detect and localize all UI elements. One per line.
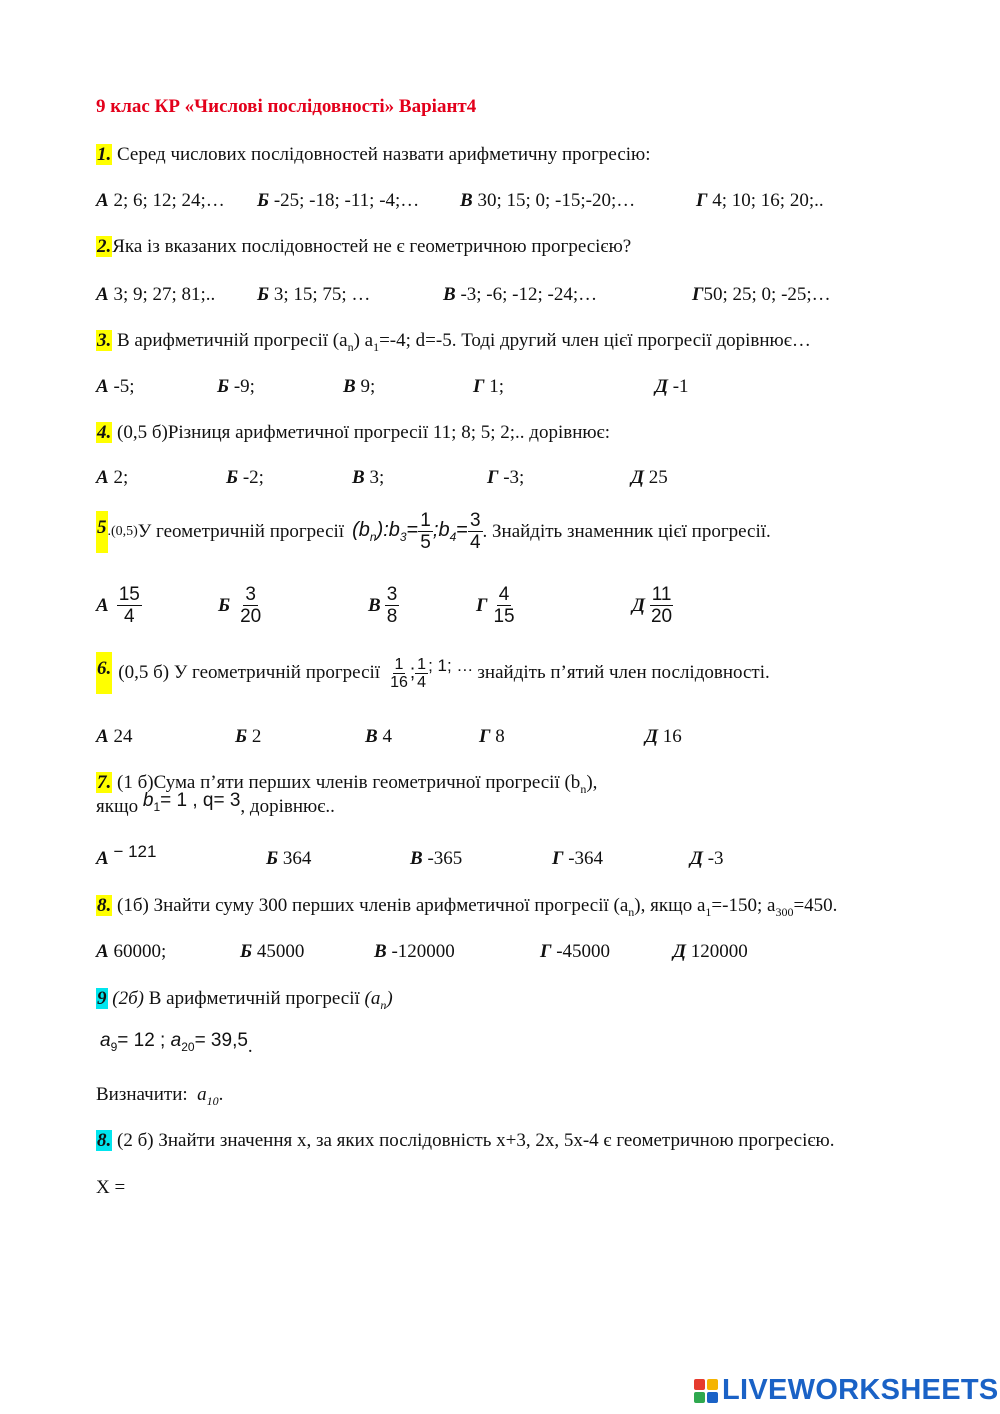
question-text: (2 б) Знайти значення х, за яких послідовність х+3, 2х, 5х-4 є геометричною прогресією. [117,1130,835,1151]
answer-option[interactable]: А 2; [96,467,129,488]
answer-option[interactable]: А 3; 9; 27; 81;.. [96,284,216,305]
answer-option[interactable]: В 30; 15; 0; -15;-20;… [460,190,636,211]
answer-option[interactable]: А 2; 6; 12; 24;… [96,190,225,211]
answer-option[interactable]: Б 3; 15; 75; … [257,284,371,305]
question-number: 8. [97,895,112,916]
answer-option[interactable]: Б 45000 [240,941,305,962]
answer-option[interactable]: Г 4; 10; 16; 20;.. [696,190,824,211]
answer-option[interactable]: Г -364 [552,848,604,869]
question-10 [96,1130,834,1152]
answer-option[interactable]: Б 364 [266,848,312,869]
answer-option[interactable]: Б -25; -18; -11; -4;… [257,190,420,211]
question-2 [96,236,631,258]
question-4 [96,422,610,444]
fraction: $\frac{1}{16}$ [390,655,408,691]
answer-option[interactable]: В -120000 [374,941,455,962]
question-number: 9 [97,988,107,1009]
question-3: 3. В арифметичній прогресії $(a_n)$ $a_1=-4$; d=-5. Тоді другий член цієї прогресії дорівнює… [97,330,811,354]
logo-text: LIVEWORKSHEETS [722,1374,999,1406]
question-number: 4. [97,422,112,443]
page-title: 9 клас КР «Числові послідовності» Варіант4 [96,96,477,117]
answer-option[interactable]: А $\frac{15}{4}$ [96,584,140,627]
answer-option[interactable]: Д 16 [645,726,682,747]
logo-grid-icon [694,1379,718,1403]
answer-option[interactable]: А 24 [96,726,133,747]
answer-option[interactable]: В 3; [352,467,385,488]
fraction: $\frac{1}{4}$ [417,655,427,691]
answer-option[interactable]: В 4 [365,726,392,747]
answer-option[interactable]: Б -2; [226,467,264,488]
logo-square [707,1379,718,1390]
question-5: 5 .(0,5) У геометричній прогресії $(b_n):b_3=$ $\frac{1}{5}$ $;b_4=$ $\frac{3}{4}$ . Знайдіть знаменник цієї прогресії. [97,510,771,553]
answer-option[interactable]: Д $\frac{11}{20}$ [632,584,673,627]
answer-option[interactable]: В -3; -6; -12; -24;… [443,284,598,305]
question-number: 1. [97,144,112,165]
answer-option[interactable]: Г $\frac{4}{15}$ [476,584,515,627]
answer-option[interactable]: Д 25 [631,467,668,488]
fraction: $\frac{1}{5}$ [420,510,431,553]
question-number: 7. [97,772,112,793]
answer-option[interactable]: Б 2 [235,726,262,747]
answer-option[interactable]: Г -45000 [540,941,611,962]
liveworksheets-logo [694,1374,999,1407]
answer-option[interactable]: Б $\frac{3}{20}$ [218,584,262,627]
logo-square [694,1392,705,1403]
question-9: 9 (2б) В арифметичній прогресії $(a_n)$ [97,988,393,1012]
question-text: Яка із вказаних послідовностей не є геометричною прогресією? [112,236,632,257]
question-9-find: Визначити: $a_{10}$. [96,1084,224,1108]
logo-square [707,1392,718,1403]
logo-square [694,1379,705,1390]
answer-input[interactable] [135,1172,335,1200]
question-text: (0,5 б)Різниця арифметичної прогресії 11; 8; 5; 2;.. дорівнює: [117,422,610,443]
answer-option[interactable]: В $\frac{3}{8}$ [368,584,398,627]
answer-option[interactable]: Д -1 [655,376,689,397]
answer-option[interactable]: Г -3; [487,467,525,488]
answer-option[interactable]: Б -9; [217,376,255,397]
answer-option[interactable]: В 9; [343,376,376,397]
answer-option[interactable]: Г 8 [479,726,505,747]
answer-option[interactable]: Д 120000 [673,941,748,962]
answer-option[interactable]: Г 1; [473,376,505,397]
question-number: 2. [97,236,112,257]
answer-option[interactable]: А − 121 [96,842,157,869]
question-1 [96,144,651,166]
fraction: $\frac{3}{4}$ [469,510,481,553]
answer-option[interactable]: Г50; 25; 0; -25;… [692,284,831,305]
question-number: 8. [97,1130,112,1151]
answer-option[interactable]: В -365 [410,848,463,869]
question-8: 8. (1б) Знайти суму 300 перших членів арифметичної прогресії $(a_n)$, якщо $a_1=-150$; $a_{300}=450$. [97,895,838,919]
question-number: 6. [96,652,112,694]
answer-label: Х = [96,1177,126,1198]
answer-option[interactable]: А -5; [96,376,135,397]
answer-option[interactable]: А 60000; [96,941,167,962]
question-6: 6. (0,5 б) У геометричній прогресії $\frac{1}{16}$ ; $\frac{1}{4}$ ; 1; … знайдіть п’ятий член послідовності. [96,652,770,694]
question-9-formula: $a_9= 12$ ; $a_{20}= 39,5$. [100,1030,253,1057]
question-text: Серед числових послідовностей назвати арифметичну прогресію: [117,144,651,165]
question-number: 5 [96,511,108,553]
question-7: 7. (1 б)Сума п’яти перших членів геометричної прогресії $(b_n)$, [97,772,598,796]
answer-option[interactable]: Д -3 [690,848,724,869]
question-7-condition: якщо $b_1= 1$ , q= 3, дорівнює.. [96,790,335,817]
question-number: 3. [97,330,112,351]
